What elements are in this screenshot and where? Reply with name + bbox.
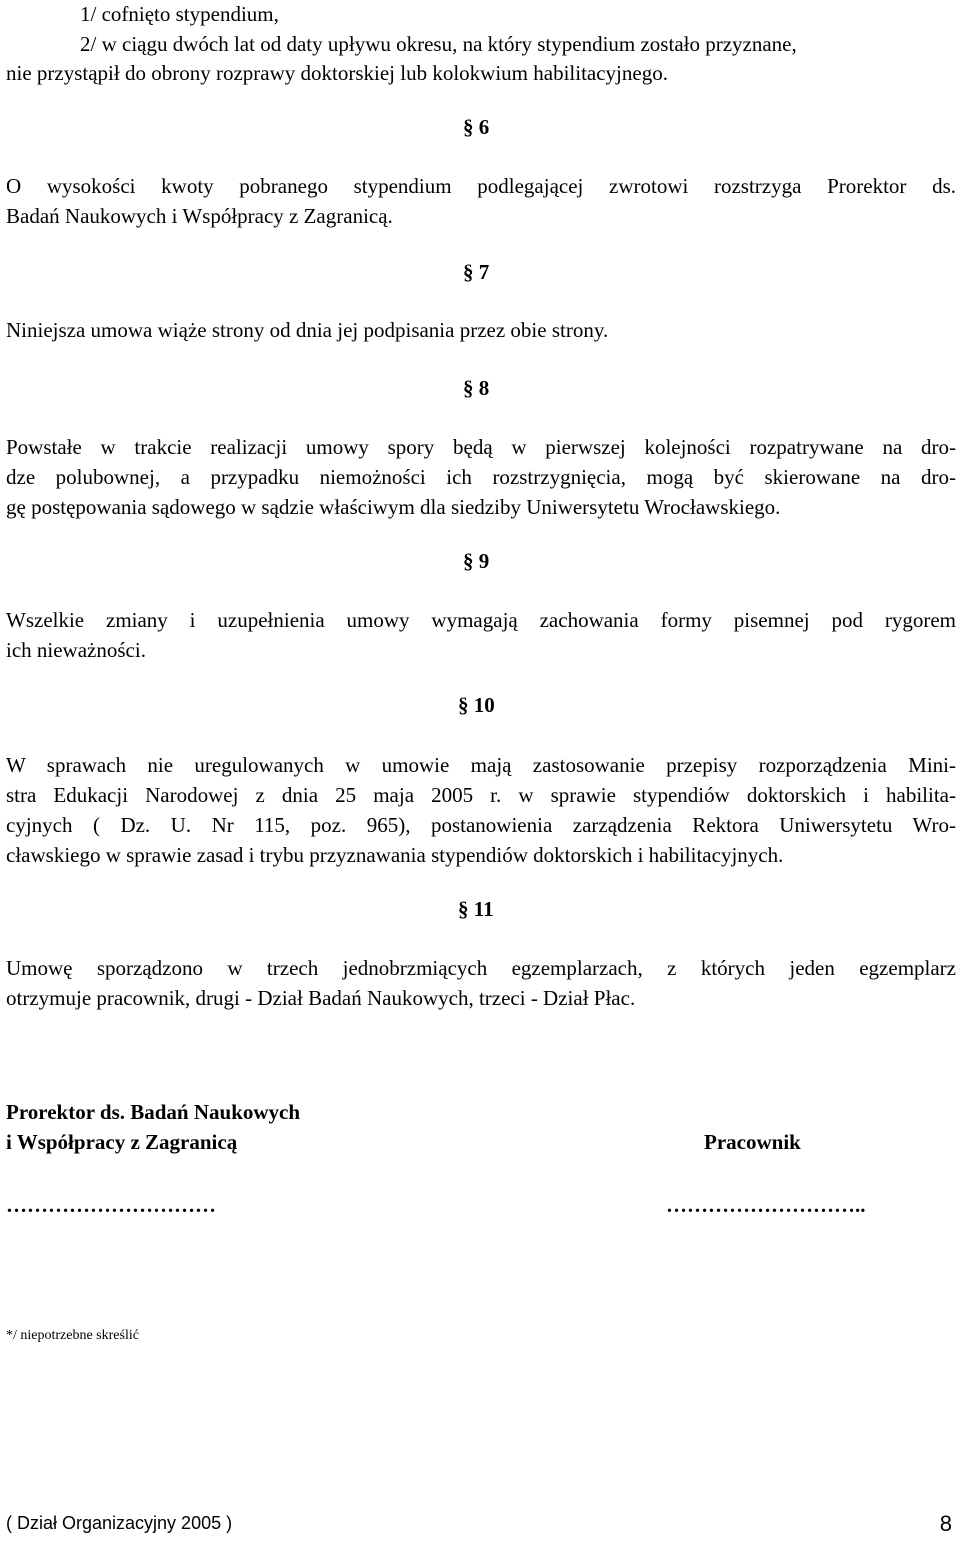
signature-right-title: Pracownik: [704, 1130, 801, 1154]
section-10-line-4: cławskiego w sprawie zasad i trybu przyznawania stypendiów doktorskich i habilitacyjnych.: [6, 843, 784, 867]
section-9-heading: § 9: [463, 549, 490, 573]
section-8-line-2: dze polubownej, a przypadku niemożności ich rozstrzygnięcia, mogą być skierowane na dro-: [6, 465, 956, 489]
section-10-heading: § 10: [458, 693, 495, 717]
section-11-heading: § 11: [458, 897, 494, 921]
signature-left-title-1: Prorektor ds. Badań Naukowych: [6, 1100, 301, 1124]
footnote: */ niepotrzebne skreślić: [6, 1328, 139, 1343]
section-7-heading: § 7: [463, 260, 490, 284]
section-9-line-1: Wszelkie zmiany i uzupełnienia umowy wymagają zachowania formy pisemnej pod rygorem: [6, 608, 956, 632]
footer-department: ( Dział Organizacyjny 2005 ): [6, 1513, 233, 1533]
section-6-heading: § 6: [463, 115, 490, 139]
section-8-line-1: Powstałe w trakcie realizacji umowy spory będą w pierwszej kolejności rozpatrywane na dro-: [6, 435, 956, 459]
list-item-2-continuation: nie przystąpił do obrony rozprawy doktorskiej lub kolokwium habilitacyjnego.: [6, 61, 668, 85]
section-10-line-2: stra Edukacji Narodowej z dnia 25 maja 2005 r. w sprawie stypendiów doktorskich i habilita-: [6, 783, 956, 807]
signature-left-title-2: i Współpracy z Zagranicą: [6, 1130, 238, 1154]
section-10-line-3: cyjnych ( Dz. U. Nr 115, poz. 965), postanowienia zarządzenia Rektora Uniwersytetu Wro-: [6, 813, 956, 837]
list-item-1: 1/ cofnięto stypendium,: [80, 2, 279, 26]
signature-left-line: …………………………: [6, 1193, 216, 1217]
section-8-line-3: gę postępowania sądowego w sądzie właściwym dla siedziby Uniwersytetu Wrocławskiego.: [6, 495, 781, 519]
section-9-line-2: ich nieważności.: [6, 638, 146, 662]
section-8-text: [6, 432, 956, 522]
section-10-text: [6, 750, 956, 870]
section-11-line-2: otrzymuje pracownik, drugi - Dział Badań Naukowych, trzeci - Dział Płac.: [6, 986, 636, 1010]
page-number: 8: [939, 1511, 952, 1536]
section-6-line-1: O wysokości kwoty pobranego stypendium podlegającej zwrotowi rozstrzyga Prorektor ds.: [6, 174, 956, 198]
section-10-line-1: W sprawach nie uregulowanych w umowie mają zastosowanie przepisy rozporządzenia Mini-: [6, 753, 956, 777]
list-item-2: 2/ w ciągu dwóch lat od daty upływu okresu, na który stypendium zostało przyznane,: [80, 32, 797, 56]
section-8-heading: § 8: [463, 376, 490, 400]
section-11-line-1: Umowę sporządzono w trzech jednobrzmiących egzemplarzach, z których jeden egzemplarz: [6, 956, 956, 980]
section-6-line-2: Badań Naukowych i Współpracy z Zagranicą.: [6, 204, 393, 228]
section-6-text: [6, 171, 956, 231]
section-7-text: Niniejsza umowa wiąże strony od dnia jej podpisania przez obie strony.: [6, 318, 609, 342]
signature-right-line: ………………………..: [666, 1193, 866, 1217]
section-9-text: [6, 605, 956, 665]
section-11-text: [6, 953, 956, 1013]
